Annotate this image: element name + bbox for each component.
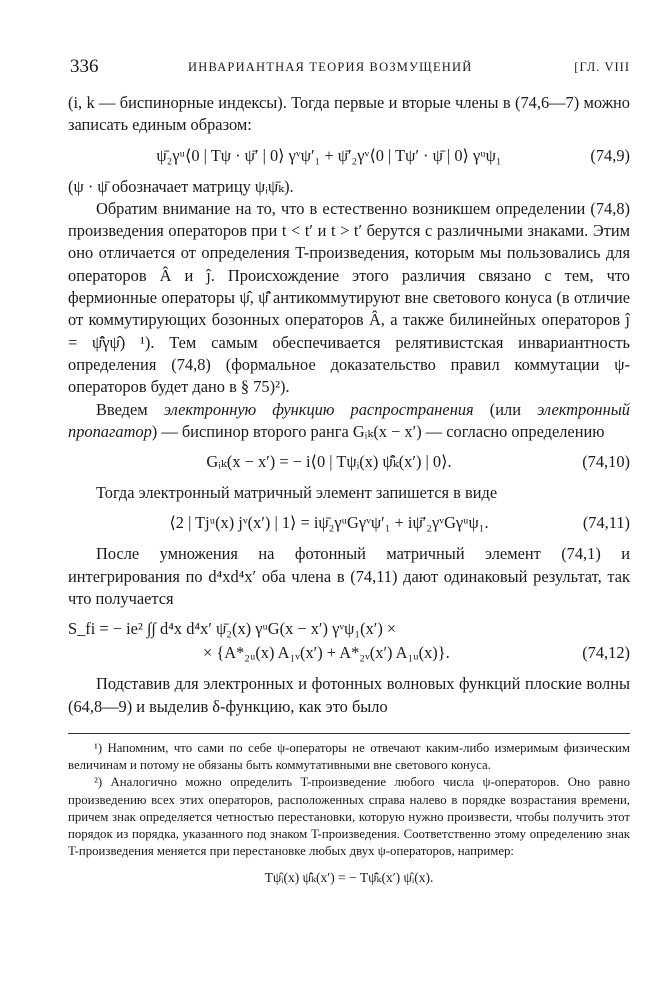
paragraph-7: Подставив для электронных и фотонных волновых функций плоские волны (64,8—9) и выделив δ-функцию, как это было [68,674,630,716]
equation-74-9-expr: ψ̄₂γᵘ⟨0 | Tψ · ψ̄′ | 0⟩ γᵛψ′₁ + ψ̄′₂γᵛ⟨0 | Tψ′ · ψ̄ | 0⟩ γᵘψ₁ [156,145,502,165]
equation-74-12-line-1 [68,618,630,640]
paragraph-2: (ψ · ψ̄ обозначает матрицу ψᵢψ̄ₖ). [68,176,294,196]
equation-74-12-line-2 [68,642,630,664]
main-text [68,92,630,718]
footnote-1: ¹) Напомним, что сами по себе ψ-операторы не отвечают каким-либо измеримым физическим величинам и потому не обязаны быть коммутативными вне светового конуса. [68,741,630,773]
equation-74-12-line-1-expr: S_fi = − ie² ∫∫ d⁴x d⁴x′ ψ̄₂(x) γᵘG(x − x′) γᵛψ₁(x′) × [68,619,397,639]
page-number: 336 [70,56,99,77]
chapter-label: [ГЛ. VIII [574,60,630,74]
footnotes [68,733,630,886]
page-header [70,56,630,82]
equation-74-10 [68,451,630,473]
p4-term-propagation-function: электронную функцию распространения [163,399,474,419]
equation-74-10-expr: Gᵢₖ(x − x′) = − i⟨0 | Tψᵢ(x) ψ̂̄ₖ(x′) | 0⟩. [206,452,452,472]
running-title: ИНВАРИАНТНАЯ ТЕОРИЯ ВОЗМУЩЕНИЙ [188,60,473,74]
equation-74-11 [68,512,630,534]
paragraph-3: Обратим внимание на то, что в естественно возникшем определении (74,8) произведения операторов при t < t′ и t > t′ берутся с различными знаками. Этим оно отличается от определения T-произведения, которым мы пользовались для операторов Â и ĵ. Происхождение этого различия связано с тем, что фермионные операторы ψ̂, ψ̂̄ антикоммутируют вне светового конуса (в отличие от коммутирующих бозонных операторов Â, а также билинейных операторов ĵ = ψ̂̄γψ̂) ¹). Тем самым обеспечивается релятивистская инвариантность определения (74,8) (формальное доказательство правил коммутации ψ-операторов будет дано в § 75)²). [68,198,630,397]
paragraph-4 [68,399,630,444]
equation-74-11-number: (74,11) [582,513,630,533]
equation-74-12-line-2-expr: × {A*₂ᵤ(x) A₁ᵥ(x′) + A*₂ᵥ(x′) A₁ᵤ(x)}. [203,643,450,663]
p4-prefix: Введем [96,399,164,419]
equation-74-10-number: (74,10) [582,452,630,472]
paragraph-6: После умножения на фотонный матричный элемент (74,1) и интегрирования по d⁴xd⁴x′ оба члена в (74,11) дают одинаковый результат, так что получается [68,544,630,609]
footnote-2: ²) Аналогично можно определить T-произведение любого числа ψ-операторов. Оно равно произведению всех этих операторов, расположенных справа налево в порядке возрастания времени, причем знак определяется четностью перестановки, которую нужно произвести, чтобы получить этот порядок из порядка, указанного под знаком T-произведения. Соответственно этому определению знак T-произведения меняется при перестановке любых двух ψ-операторов, например: [68,775,630,859]
footnote-2-equation: Tψ̂ᵢ(x) ψ̂̄ₖ(x′) = − Tψ̂̄ₖ(x′) ψ̂ᵢ(x). [264,870,434,886]
paragraph-5: Тогда электронный матричный элемент запишется в виде [96,483,498,503]
p4-suffix: ) — биспинор второго ранга Gᵢₖ(x − x′) — согласно определению [151,421,605,441]
equation-74-12-number: (74,12) [582,643,630,663]
p4-term-propagator: электронный пропагатор [68,399,630,441]
equation-74-9 [68,145,630,167]
p4-mid: (или [473,399,538,419]
paragraph-1: (i, k — биспинорные индексы). Тогда первые и вторые члены в (74,6—7) можно записать единым образом: [68,93,630,135]
equation-74-11-expr: ⟨2 | Tjᵘ(x) jᵛ(x′) | 1⟩ = iψ̄₂γᵘGγᵛψ′₁ + iψ̄′₂γᵛGγᵘψ₁. [169,513,489,533]
equation-74-9-number: (74,9) [590,145,630,165]
